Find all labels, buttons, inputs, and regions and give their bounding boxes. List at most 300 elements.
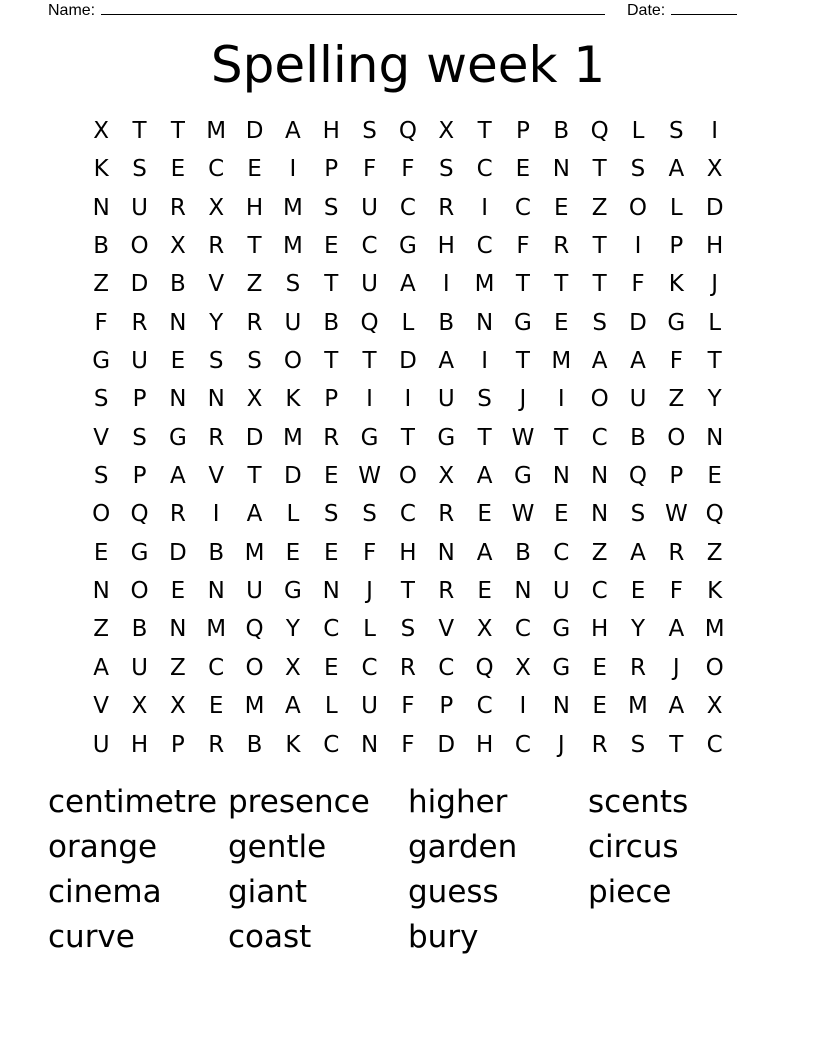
grid-letter: M bbox=[628, 693, 648, 720]
grid-letter: X bbox=[169, 233, 186, 260]
grid-letter: O bbox=[628, 194, 648, 221]
grid-letter: G bbox=[552, 654, 571, 681]
grid-letter: Z bbox=[591, 539, 608, 566]
grid-letter: L bbox=[363, 616, 376, 643]
date-label: Date: bbox=[627, 2, 666, 19]
grid-letter: F bbox=[516, 233, 530, 260]
grid-letter: E bbox=[477, 578, 492, 605]
word-bank-item: circus bbox=[588, 829, 679, 865]
grid-letter: S bbox=[323, 501, 339, 528]
grid-letter: G bbox=[514, 309, 532, 336]
word-bank-item: higher bbox=[408, 784, 508, 820]
grid-letter: A bbox=[285, 118, 301, 144]
grid-letter: X bbox=[131, 693, 148, 720]
grid-letter: M bbox=[474, 271, 495, 298]
grid-letter: A bbox=[285, 693, 301, 720]
grid-row bbox=[82, 419, 734, 457]
grid-letter: F bbox=[401, 156, 415, 183]
grid-letter: Z bbox=[246, 271, 263, 298]
grid-letter: N bbox=[514, 578, 532, 605]
grid-letter: T bbox=[247, 463, 262, 490]
header-line bbox=[48, 0, 748, 20]
grid-letter: S bbox=[323, 194, 339, 221]
grid-letter: V bbox=[208, 271, 225, 298]
grid-letter: U bbox=[131, 654, 148, 681]
grid-letter: U bbox=[131, 348, 148, 375]
grid-letter: T bbox=[400, 578, 415, 605]
grid-letter: O bbox=[667, 424, 686, 451]
grid-letter: E bbox=[554, 194, 569, 221]
date-blank-line bbox=[671, 0, 737, 15]
grid-letter: U bbox=[361, 693, 378, 720]
grid-letter: L bbox=[631, 118, 645, 144]
grid-letter: E bbox=[515, 156, 531, 183]
grid-letter: O bbox=[92, 501, 111, 528]
grid-letter: Q bbox=[398, 118, 417, 144]
grid-letter: Q bbox=[705, 501, 724, 528]
grid-letter: G bbox=[399, 233, 417, 260]
grid-letter: R bbox=[323, 424, 340, 451]
grid-letter: P bbox=[439, 693, 454, 720]
grid-letter: S bbox=[400, 616, 416, 643]
grid-letter: M bbox=[282, 424, 303, 451]
grid-letter: T bbox=[554, 424, 569, 451]
grid-letter: S bbox=[93, 463, 109, 490]
grid-letter: J bbox=[672, 654, 680, 681]
grid-letter: I bbox=[442, 271, 450, 298]
word-bank-item: curve bbox=[48, 919, 135, 955]
grid-letter: H bbox=[245, 194, 264, 221]
grid-letter: C bbox=[553, 539, 570, 566]
grid-letter: O bbox=[590, 386, 609, 413]
grid-letter: X bbox=[438, 118, 455, 144]
grid-letter: I bbox=[366, 386, 373, 413]
grid-letter: D bbox=[629, 309, 647, 336]
grid-letter: C bbox=[514, 731, 531, 758]
grid-letter: N bbox=[552, 693, 570, 720]
grid-letter: Z bbox=[591, 194, 608, 221]
grid-letter: T bbox=[132, 118, 147, 144]
grid-letter: E bbox=[247, 156, 262, 183]
grid-letter: S bbox=[362, 118, 377, 144]
grid-letter: O bbox=[705, 654, 724, 681]
grid-row bbox=[82, 726, 734, 764]
grid-letter: E bbox=[323, 463, 339, 490]
grid-row bbox=[82, 649, 734, 687]
grid-letter: H bbox=[399, 539, 417, 566]
grid-letter: S bbox=[630, 501, 646, 528]
grid-letter: H bbox=[590, 616, 609, 643]
grid-letter: C bbox=[591, 424, 608, 451]
grid-letter: V bbox=[93, 693, 110, 720]
grid-letter: S bbox=[285, 271, 301, 298]
grid-letter: T bbox=[515, 271, 530, 298]
grid-letter: Q bbox=[360, 309, 379, 336]
grid-letter: Q bbox=[628, 463, 648, 490]
grid-letter: U bbox=[131, 194, 148, 221]
grid-letter: F bbox=[362, 539, 377, 566]
grid-letter: O bbox=[245, 654, 264, 681]
grid-letter: Q bbox=[130, 501, 149, 528]
word-bank-item: piece bbox=[588, 874, 672, 910]
grid-letter: U bbox=[246, 578, 263, 605]
grid-letter: N bbox=[552, 156, 570, 183]
grid-letter: H bbox=[322, 118, 340, 144]
grid-letter: F bbox=[631, 271, 645, 298]
word-bank-item: gentle bbox=[228, 829, 327, 865]
grid-letter: D bbox=[245, 118, 264, 144]
grid-letter: A bbox=[591, 348, 608, 375]
grid-letter: N bbox=[322, 578, 340, 605]
grid-letter: E bbox=[323, 233, 339, 260]
grid-row bbox=[82, 150, 734, 188]
grid-letter: E bbox=[170, 156, 186, 183]
grid-letter: S bbox=[669, 118, 684, 144]
grid-letter: T bbox=[592, 233, 607, 260]
grid-letter: W bbox=[664, 501, 688, 528]
grid-letter: L bbox=[401, 309, 415, 336]
grid-letter: G bbox=[130, 539, 149, 566]
grid-letter: R bbox=[208, 233, 225, 260]
grid-letter: N bbox=[207, 386, 225, 413]
grid-letter: A bbox=[93, 654, 110, 681]
grid-letter: A bbox=[668, 616, 685, 643]
word-bank-item: presence bbox=[228, 784, 370, 820]
grid-letter: S bbox=[438, 156, 454, 183]
grid-letter: R bbox=[629, 654, 646, 681]
grid-letter: A bbox=[246, 501, 263, 528]
grid-letter: T bbox=[324, 271, 339, 298]
grid-letter: X bbox=[208, 194, 225, 221]
grid-letter: M bbox=[206, 118, 227, 144]
word-bank-item: scents bbox=[588, 784, 689, 820]
grid-letter: A bbox=[630, 539, 646, 566]
grid-letter: N bbox=[169, 386, 187, 413]
grid-letter: D bbox=[169, 539, 187, 566]
grid-letter: S bbox=[362, 501, 377, 528]
grid-letter: M bbox=[206, 616, 227, 643]
grid-letter: I bbox=[212, 501, 220, 528]
word-bank-item: coast bbox=[228, 919, 312, 955]
grid-letter: E bbox=[707, 463, 722, 490]
grid-letter: X bbox=[515, 654, 531, 681]
grid-letter: B bbox=[323, 309, 340, 336]
word-bank-item: guess bbox=[408, 874, 499, 910]
grid-letter: F bbox=[94, 309, 108, 336]
grid-letter: Q bbox=[475, 654, 494, 681]
grid-letter: J bbox=[519, 386, 527, 413]
grid-letter: G bbox=[92, 348, 111, 375]
grid-letter: K bbox=[285, 386, 301, 413]
grid-letter: Y bbox=[209, 309, 224, 336]
grid-letter: B bbox=[208, 539, 225, 566]
grid-letter: Z bbox=[93, 271, 110, 298]
grid-letter: Z bbox=[169, 654, 186, 681]
grid-letter: N bbox=[169, 616, 187, 643]
grid-letter: R bbox=[169, 194, 186, 221]
grid-letter: Z bbox=[668, 386, 685, 413]
grid-letter: C bbox=[476, 233, 493, 260]
date-field bbox=[627, 0, 737, 20]
grid-letter: I bbox=[481, 348, 488, 375]
grid-letter: T bbox=[400, 424, 415, 451]
grid-letter: K bbox=[285, 731, 301, 758]
grid-letter: M bbox=[244, 539, 265, 566]
grid-letter: E bbox=[170, 348, 186, 375]
grid-letter: N bbox=[92, 194, 110, 221]
grid-letter: Y bbox=[630, 616, 646, 643]
grid-letter: T bbox=[707, 348, 722, 375]
grid-letter: X bbox=[706, 156, 723, 183]
grid-letter: S bbox=[630, 156, 646, 183]
grid-letter: R bbox=[553, 233, 570, 260]
grid-letter: E bbox=[554, 501, 569, 528]
grid-letter: E bbox=[170, 578, 186, 605]
grid-letter: C bbox=[514, 616, 531, 643]
word-bank-item: orange bbox=[48, 829, 158, 865]
grid-letter: A bbox=[630, 348, 646, 375]
grid-letter: C bbox=[208, 156, 225, 183]
grid-letter: D bbox=[130, 271, 149, 298]
grid-letter: N bbox=[92, 578, 110, 605]
grid-letter: R bbox=[169, 501, 186, 528]
grid-letter: T bbox=[362, 348, 377, 375]
grid-letter: B bbox=[630, 424, 646, 451]
grid-letter: B bbox=[246, 731, 263, 758]
grid-letter: T bbox=[669, 731, 684, 758]
grid-letter: P bbox=[132, 463, 147, 490]
grid-letter: A bbox=[169, 463, 186, 490]
grid-letter: M bbox=[551, 348, 572, 375]
name-blank-line bbox=[101, 0, 605, 15]
grid-letter: B bbox=[93, 233, 110, 260]
grid-letter: E bbox=[323, 654, 339, 681]
grid-row bbox=[82, 304, 734, 342]
grid-letter: C bbox=[706, 731, 723, 758]
grid-letter: S bbox=[208, 348, 224, 375]
grid-letter: J bbox=[557, 731, 565, 758]
grid-letter: U bbox=[92, 731, 110, 758]
grid-letter: Z bbox=[93, 616, 110, 643]
grid-letter: G bbox=[168, 424, 187, 451]
grid-letter: F bbox=[401, 731, 415, 758]
grid-letter: I bbox=[711, 118, 719, 144]
grid-letter: E bbox=[592, 693, 607, 720]
grid-letter: F bbox=[669, 578, 683, 605]
grid-letter: C bbox=[399, 501, 416, 528]
grid-letter: P bbox=[669, 463, 684, 490]
grid-letter: U bbox=[552, 578, 570, 605]
grid-letter: P bbox=[516, 118, 530, 144]
grid-letter: H bbox=[130, 731, 149, 758]
page-title: Spelling week 1 bbox=[210, 36, 606, 94]
grid-letter: G bbox=[514, 463, 532, 490]
grid-letter: N bbox=[476, 309, 494, 336]
grid-letter: T bbox=[477, 424, 492, 451]
grid-letter: C bbox=[476, 156, 493, 183]
grid-letter: C bbox=[208, 654, 225, 681]
grid-letter: I bbox=[481, 194, 488, 221]
grid-letter: C bbox=[399, 194, 416, 221]
grid-letter: X bbox=[285, 654, 301, 681]
grid-row bbox=[82, 265, 734, 303]
grid-letter: W bbox=[511, 424, 535, 451]
grid-letter: C bbox=[323, 731, 340, 758]
grid-row bbox=[82, 610, 734, 648]
grid-letter: C bbox=[514, 194, 531, 221]
grid-letter: V bbox=[93, 424, 110, 451]
grid-letter: J bbox=[366, 578, 373, 605]
grid-row bbox=[82, 189, 734, 227]
grid-letter: A bbox=[476, 463, 493, 490]
grid-letter: F bbox=[362, 156, 377, 183]
grid-letter: C bbox=[361, 654, 378, 681]
grid-letter: R bbox=[438, 578, 455, 605]
word-bank-item: giant bbox=[228, 874, 308, 910]
grid-letter: R bbox=[438, 501, 455, 528]
grid-letter: D bbox=[284, 463, 302, 490]
grid-letter: S bbox=[477, 386, 492, 413]
grid-letter: N bbox=[591, 463, 609, 490]
grid-letter: O bbox=[398, 463, 417, 490]
grid-letter: B bbox=[169, 271, 186, 298]
grid-letter: X bbox=[476, 616, 493, 643]
word-bank-item: garden bbox=[408, 829, 518, 865]
grid-letter: B bbox=[553, 118, 570, 144]
grid-letter: P bbox=[132, 386, 147, 413]
grid-letter: U bbox=[437, 386, 455, 413]
grid-letter: X bbox=[706, 693, 723, 720]
grid-row bbox=[82, 342, 734, 380]
grid-letter: T bbox=[554, 271, 569, 298]
grid-letter: I bbox=[557, 386, 565, 413]
grid-letter: O bbox=[130, 578, 149, 605]
letter-grid bbox=[82, 112, 734, 764]
grid-letter: A bbox=[438, 348, 455, 375]
grid-row bbox=[82, 534, 734, 572]
grid-letter: Z bbox=[706, 539, 723, 566]
grid-letter: R bbox=[399, 654, 416, 681]
grid-letter: E bbox=[477, 501, 492, 528]
grid-row bbox=[82, 495, 734, 533]
word-bank bbox=[48, 780, 768, 960]
grid-letter: Q bbox=[245, 616, 264, 643]
grid-letter: M bbox=[244, 693, 265, 720]
grid-letter: A bbox=[668, 156, 685, 183]
grid-letter: X bbox=[93, 118, 110, 144]
grid-letter: F bbox=[401, 693, 415, 720]
grid-letter: X bbox=[438, 463, 455, 490]
grid-letter: T bbox=[324, 348, 339, 375]
grid-letter: I bbox=[289, 156, 297, 183]
grid-letter: K bbox=[707, 578, 723, 605]
grid-letter: D bbox=[245, 424, 264, 451]
grid-letter: A bbox=[400, 271, 416, 298]
grid-row bbox=[82, 112, 734, 150]
grid-letter: S bbox=[630, 731, 646, 758]
grid-letter: I bbox=[404, 386, 412, 413]
word-bank-item: bury bbox=[408, 919, 479, 955]
grid-letter: P bbox=[170, 731, 185, 758]
grid-letter: N bbox=[552, 463, 570, 490]
grid-row bbox=[82, 572, 734, 610]
grid-letter: A bbox=[476, 539, 493, 566]
grid-letter: N bbox=[360, 731, 379, 758]
grid-letter: S bbox=[132, 156, 147, 183]
grid-letter: T bbox=[592, 156, 607, 183]
grid-letter: Y bbox=[285, 616, 300, 643]
grid-letter: E bbox=[93, 539, 109, 566]
grid-letter: X bbox=[246, 386, 263, 413]
grid-letter: T bbox=[592, 271, 607, 298]
grid-letter: V bbox=[208, 463, 225, 490]
grid-letter: R bbox=[208, 424, 225, 451]
grid-row bbox=[82, 227, 734, 265]
grid-letter: D bbox=[705, 194, 724, 221]
grid-letter: H bbox=[437, 233, 455, 260]
grid-letter: C bbox=[476, 693, 493, 720]
grid-letter: L bbox=[708, 309, 722, 336]
grid-row bbox=[82, 457, 734, 495]
grid-letter: R bbox=[591, 731, 608, 758]
grid-letter: A bbox=[668, 693, 685, 720]
grid-letter: N bbox=[591, 501, 609, 528]
grid-letter: D bbox=[399, 348, 417, 375]
grid-letter: M bbox=[282, 233, 303, 260]
grid-letter: G bbox=[667, 309, 686, 336]
grid-letter: C bbox=[323, 616, 340, 643]
grid-letter: S bbox=[247, 348, 262, 375]
grid-row bbox=[82, 687, 734, 725]
grid-letter: U bbox=[361, 194, 378, 221]
grid-letter: T bbox=[477, 118, 492, 144]
grid-letter: O bbox=[283, 348, 302, 375]
grid-letter: U bbox=[629, 386, 647, 413]
word-bank-item: centimetre bbox=[48, 784, 218, 820]
grid-letter: R bbox=[668, 539, 685, 566]
grid-letter: S bbox=[93, 386, 109, 413]
word-bank-item: cinema bbox=[48, 874, 162, 910]
grid-letter: J bbox=[711, 271, 719, 298]
name-field bbox=[48, 0, 605, 20]
grid-letter: P bbox=[324, 386, 339, 413]
name-label: Name: bbox=[48, 2, 96, 19]
grid-letter: X bbox=[169, 693, 186, 720]
grid-letter: E bbox=[285, 539, 301, 566]
grid-letter: Q bbox=[590, 118, 609, 144]
grid-letter: P bbox=[669, 233, 684, 260]
grid-letter: E bbox=[630, 578, 646, 605]
grid-letter: T bbox=[515, 348, 530, 375]
grid-letter: K bbox=[668, 271, 684, 298]
grid-letter: S bbox=[592, 309, 607, 336]
grid-letter: F bbox=[669, 348, 683, 375]
grid-letter: E bbox=[554, 309, 569, 336]
grid-letter: G bbox=[437, 424, 456, 451]
grid-letter: L bbox=[286, 501, 300, 528]
grid-row bbox=[82, 380, 734, 418]
grid-letter: U bbox=[361, 271, 378, 298]
grid-letter: K bbox=[93, 156, 109, 183]
grid-letter: N bbox=[207, 578, 225, 605]
grid-letter: W bbox=[511, 501, 535, 528]
grid-letter: R bbox=[208, 731, 225, 758]
grid-letter: W bbox=[358, 463, 381, 490]
grid-letter: C bbox=[438, 654, 455, 681]
grid-letter: I bbox=[519, 693, 527, 720]
grid-letter: N bbox=[437, 539, 455, 566]
grid-letter: B bbox=[131, 616, 148, 643]
